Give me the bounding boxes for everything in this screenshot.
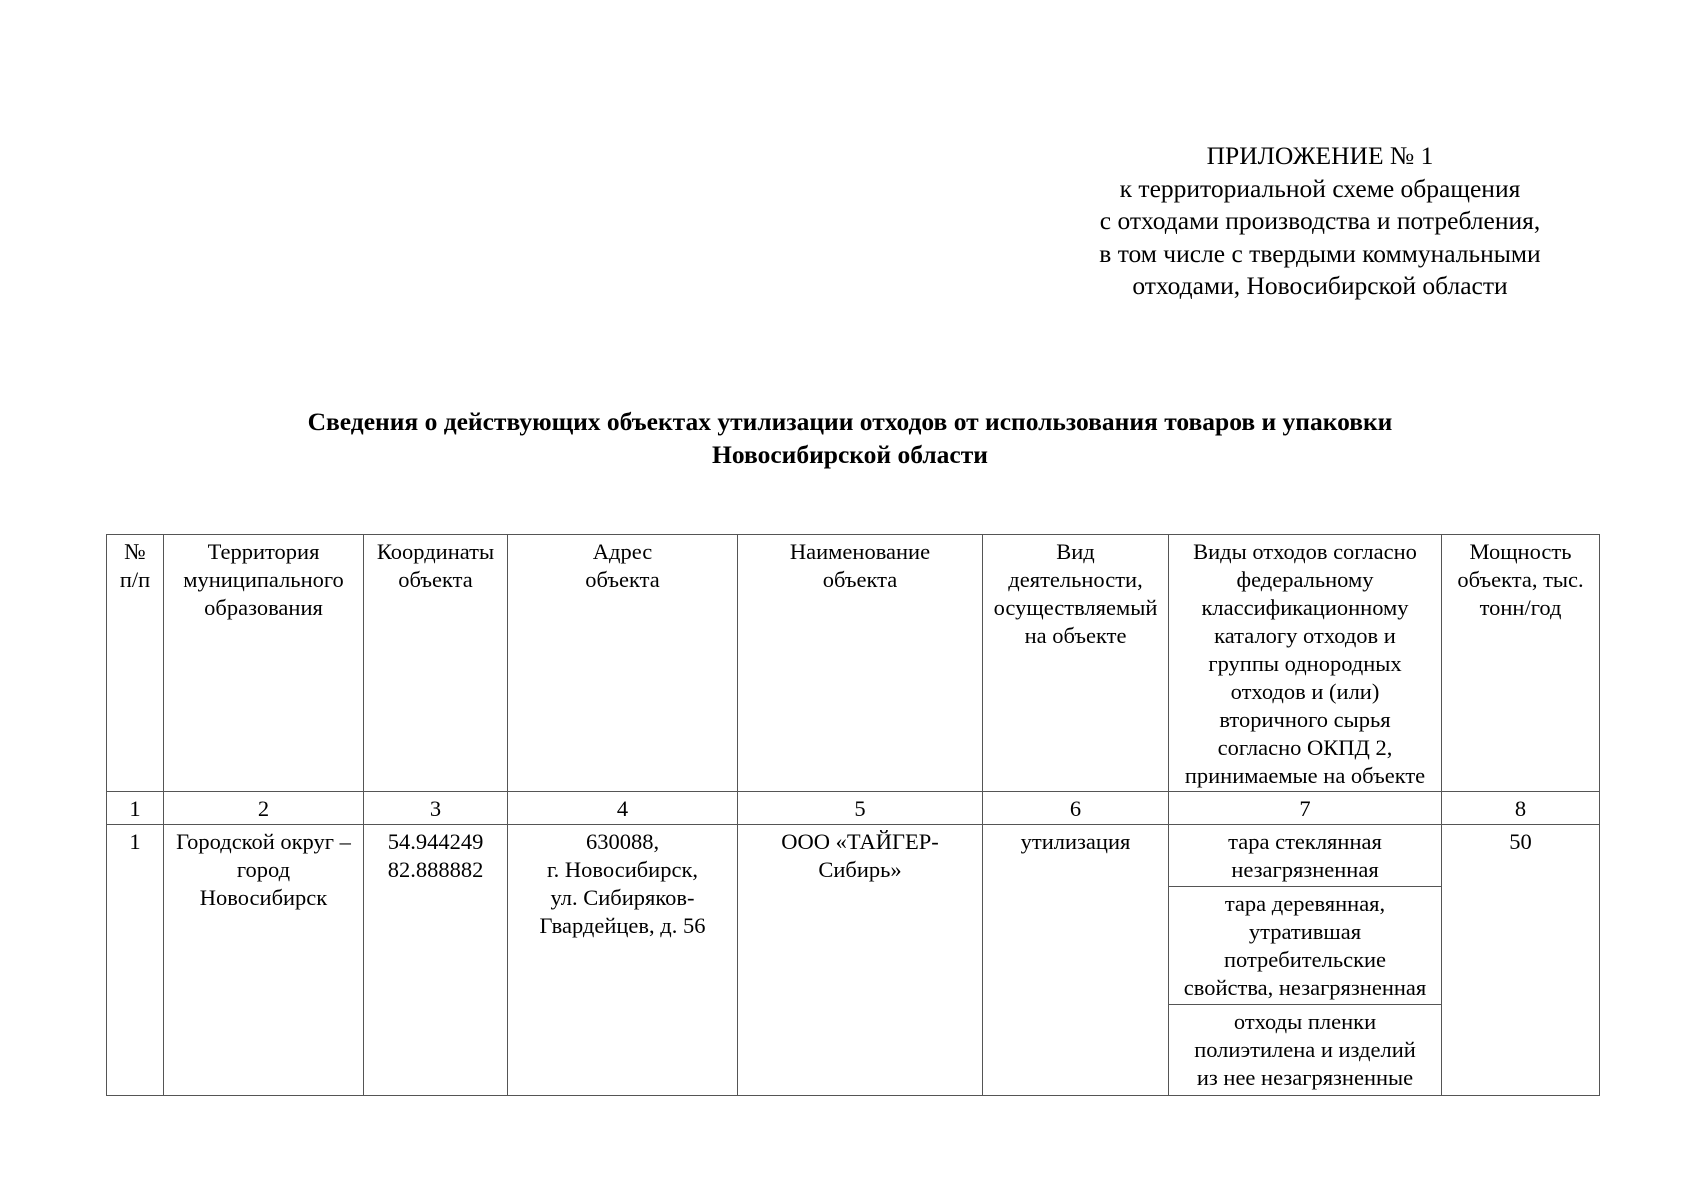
waste-facilities-table <box>106 534 1600 1096</box>
waste-type-item: тара стеклянная незагрязненная <box>1169 825 1441 887</box>
header-number: № п/п <box>107 535 164 792</box>
table-header-row <box>107 535 1600 792</box>
column-number: 6 <box>983 792 1169 825</box>
appendix-line: в том числе с твердыми коммунальными <box>1099 238 1541 268</box>
column-number: 3 <box>364 792 508 825</box>
appendix-line: отходами, Новосибирской области <box>1132 271 1508 300</box>
appendix-line: к территориальной схеме обращения <box>1119 173 1521 203</box>
column-number: 5 <box>738 792 983 825</box>
appendix-line: с отходами производства и потребления, <box>1099 206 1541 235</box>
column-number: 7 <box>1169 792 1442 825</box>
column-numbers-row <box>107 792 1600 825</box>
header-capacity: Мощность объекта, тыс. тонн/год <box>1442 535 1600 792</box>
document-title-line-2: Новосибирской области <box>712 440 988 469</box>
column-number: 4 <box>508 792 738 825</box>
appendix-line: ПРИЛОЖЕНИЕ № 1 <box>1206 141 1434 170</box>
appendix-heading <box>1040 140 1600 303</box>
waste-type-item: отходы пленки полиэтилена и изделий из нее незагрязненные <box>1194 1009 1416 1090</box>
territory-cell: Городской округ – город Новосибирск <box>164 825 364 1096</box>
header-activity: Вид деятельности, осуществляемый на объекте <box>983 535 1169 792</box>
waste-types-cell <box>1169 825 1442 1096</box>
header-coordinates: Координаты объекта <box>364 535 508 792</box>
document-title-line-1: Сведения о действующих объектах утилизации отходов от использования товаров и упаковки <box>307 407 1393 436</box>
column-number: 8 <box>1442 792 1600 825</box>
row-number: 1 <box>107 825 164 1096</box>
capacity-cell: 50 <box>1442 825 1600 1096</box>
activity-cell: утилизация <box>983 825 1169 1096</box>
header-name: Наименование объекта <box>738 535 983 792</box>
waste-type-item: тара деревянная, утратившая потребительские свойства, незагрязненная <box>1169 887 1441 1005</box>
table-row <box>107 825 1600 1096</box>
header-address: Адрес объекта <box>508 535 738 792</box>
column-number: 1 <box>107 792 164 825</box>
address-cell: 630088, г. Новосибирск, ул. Сибиряков- Гвардейцев, д. 56 <box>508 825 738 1096</box>
header-territory: Территория муниципального образования <box>164 535 364 792</box>
document-title <box>0 405 1697 471</box>
column-number: 2 <box>164 792 364 825</box>
header-waste-types: Виды отходов согласно федеральному классификационному каталогу отходов и группы однородных отходов и (или) вторичного сырья согласно ОКПД 2, принимаемые на объекте <box>1169 535 1442 792</box>
facility-name-cell: ООО «ТАЙГЕР- Сибирь» <box>738 825 983 1096</box>
coordinates-cell: 54.944249 82.888882 <box>364 825 508 1096</box>
